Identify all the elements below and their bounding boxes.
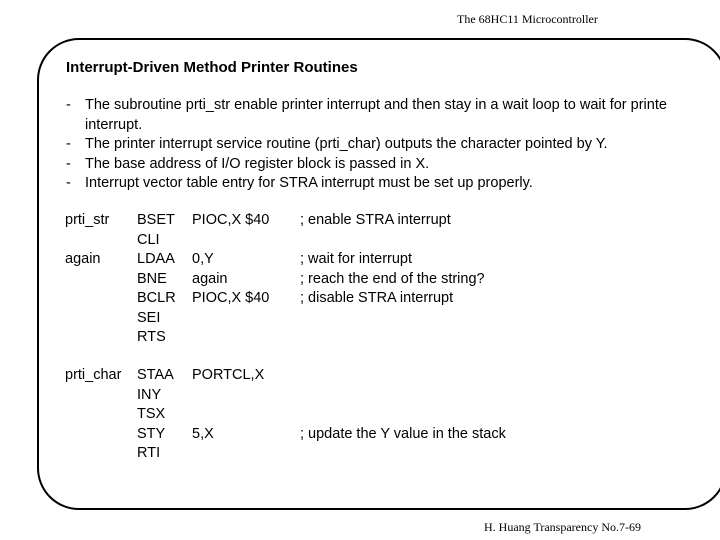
code-line [0, 366, 720, 386]
code-opcode: LDAA [137, 251, 175, 267]
code-operand: 5,X [192, 425, 214, 442]
code-comment: ; disable STRA interrupt [300, 290, 454, 306]
code-operand: again [192, 270, 228, 287]
course-header: The 68HC11 Microcontroller [457, 12, 598, 26]
bullet-text: Interrupt vector table entry for STRA interrupt must be set up properly. [85, 175, 533, 191]
slide-title: Interrupt-Driven Method Printer Routines [66, 59, 358, 76]
bullet-marker: - [66, 175, 71, 191]
code-opcode: CLI [137, 231, 160, 248]
code-label: prti_str [65, 212, 110, 228]
code-opcode: BCLR [137, 290, 176, 306]
code-operand: 0,Y [192, 251, 214, 267]
code-comment: ; wait for interrupt [300, 251, 413, 267]
code-comment: ; reach the end of the string? [300, 270, 485, 287]
bullet-marker: - [66, 136, 71, 152]
code-line [0, 309, 720, 329]
code-line [0, 425, 720, 445]
bullet-item [66, 135, 720, 155]
code-line [0, 444, 720, 464]
footer-credit: H. Huang Transparency No.7-69 [484, 520, 641, 534]
bullet-item [66, 96, 720, 135]
bullet-text: The base address of I/O register block is passed in X. [85, 155, 430, 172]
code-line [0, 328, 720, 348]
code-opcode: BSET [137, 212, 175, 228]
bullet-item [66, 174, 720, 194]
code-line [0, 211, 720, 231]
code-line [0, 250, 720, 270]
code-operand: PIOC,X $40 [192, 212, 270, 228]
code-line [0, 386, 720, 406]
bullet-text: The subroutine prti_str enable printer interrupt and then stay in a wait loop to wait for printe [85, 97, 667, 113]
bullet-item [66, 155, 720, 175]
code-operand: PIOC,X $40 [192, 290, 270, 306]
code-comment: ; enable STRA interrupt [300, 212, 451, 228]
code-operand: PORTCL,X [192, 367, 265, 383]
code-opcode: STY [137, 425, 166, 442]
bullet-marker: - [66, 155, 71, 172]
code-opcode: INY [137, 386, 162, 403]
bullet-text: The printer interrupt service routine (prti_char) outputs the character pointed by Y. [85, 136, 608, 152]
code-label: prti_char [65, 367, 122, 383]
bullet-text-continued: interrupt. [85, 116, 143, 133]
code-line [0, 405, 720, 425]
code-label: again [65, 251, 101, 267]
code-opcode: BNE [137, 270, 167, 287]
code-line [0, 270, 720, 290]
code-opcode: STAA [137, 367, 174, 383]
code-line [0, 289, 720, 309]
bullet-marker: - [66, 97, 71, 113]
code-line [0, 231, 720, 251]
code-opcode: TSX [137, 406, 166, 422]
code-comment: ; update the Y value in the stack [300, 425, 506, 442]
code-opcode: RTI [137, 445, 161, 461]
code-opcode: SEI [137, 309, 161, 326]
code-opcode: RTS [137, 329, 166, 345]
bullet-list [66, 96, 720, 194]
